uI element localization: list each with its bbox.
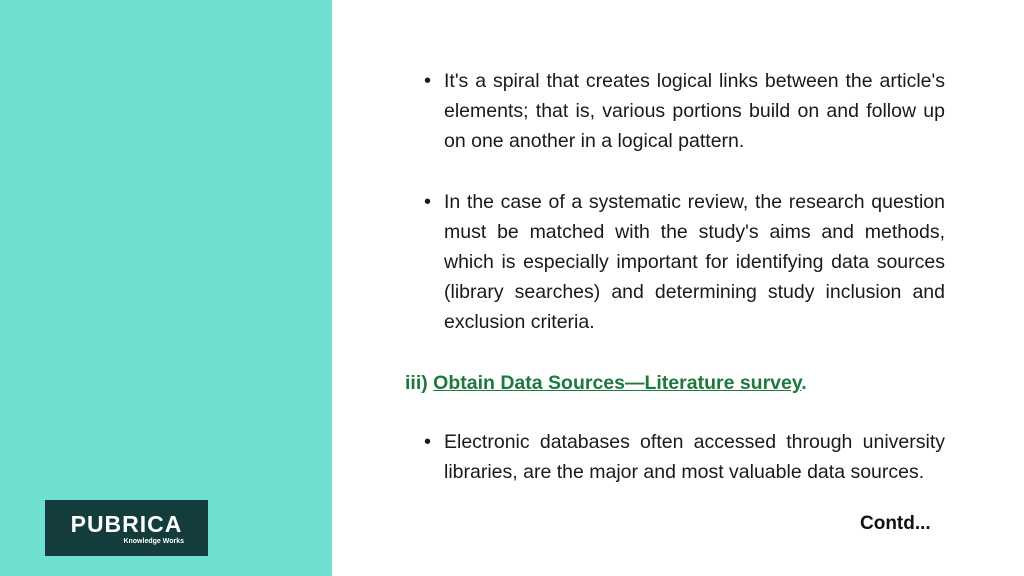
bullet-item — [405, 427, 945, 487]
logo-name: PUBRICA — [70, 511, 183, 537]
bullet-item — [405, 187, 945, 337]
slide-content — [405, 66, 945, 518]
bullet-icon: • — [424, 191, 432, 213]
left-accent-panel — [0, 0, 332, 576]
continued-label: Contd... — [860, 513, 931, 534]
bullet-item — [405, 66, 945, 156]
bullet-icon: • — [424, 70, 432, 92]
bullet-text: Electronic databases often accessed through university libraries, are the major and most valuable data sources. — [444, 431, 945, 483]
logo-tagline: Knowledge Works — [123, 538, 184, 545]
section-link[interactable]: Obtain Data Sources—Literature survey — [433, 372, 802, 394]
bullet-text: It's a spiral that creates logical links between the article's elements; that is, various portions build on and follow up on one another in a logical pattern. — [444, 70, 945, 152]
bullet-text: In the case of a systematic review, the research question must be matched with the study's aims and methods, which is especially important for identifying data sources (library searches) and determining study inclusion and exclusion criteria. — [444, 191, 945, 333]
bullet-icon: • — [424, 431, 432, 453]
section-suffix: . — [801, 372, 807, 394]
section-prefix: iii) — [405, 372, 428, 394]
section-heading — [405, 368, 945, 398]
pubrica-logo — [45, 500, 208, 556]
